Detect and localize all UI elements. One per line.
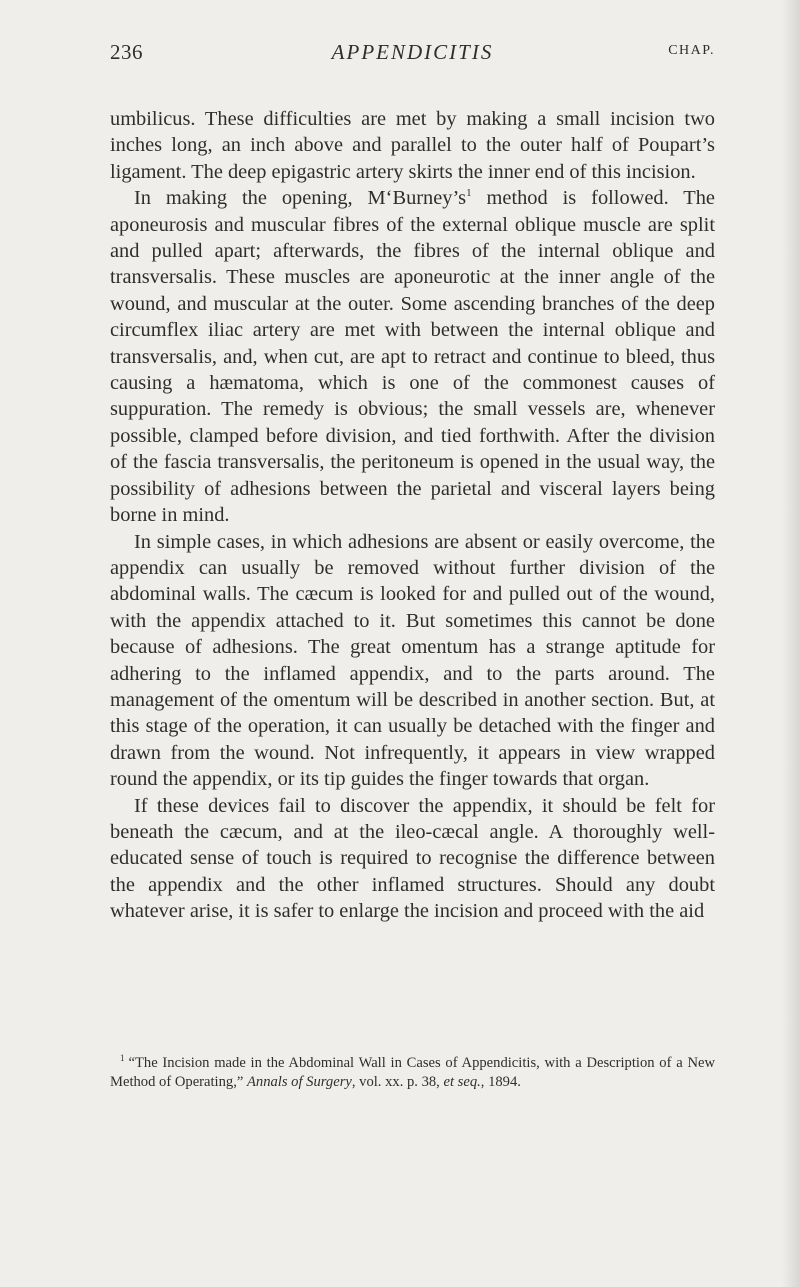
paragraph-3-text: In simple cases, in which adhesions are absent or easily overcome, the appendix can usually be removed without further division of the abdominal walls. The cæcum is looked for and pulled out of the wound, with the appendix attached to it. But sometimes this cannot be done because of adhesions. The great omentum has a strange aptitude for adhering to the inflamed appendix, and to the parts around. The management of the omentum will be described in another section. But, at this stage of the operation, it can usually be detached with the finger and drawn from the wound. Not infrequently, it appears in view wrapped round the appendix, or its tip guides the finger towards that organ. xyxy=(110,530,715,791)
running-head xyxy=(110,40,715,70)
footnote-reference[interactable]: 1 xyxy=(466,187,472,200)
paragraph-3 xyxy=(110,529,715,793)
paragraph-4-text: If these devices fail to discover the appendix, it should be felt for beneath the cæcum, and at the ileo-cæcal angle. A thoroughly well-educated sense of touch is required to recognise the difference between the appendix and the other inflamed structures. Should any doubt whatever arise, it is safer to enlarge the incision and proceed with the aid xyxy=(110,794,715,923)
paragraph-2-text-start: In making the opening, M‘Burney’s xyxy=(134,187,467,210)
footnote-volume: , vol. xx. p. 38, xyxy=(351,1073,440,1090)
footnote-year: , 1894. xyxy=(480,1073,521,1090)
running-title: APPENDICITIS xyxy=(331,40,494,64)
body-text xyxy=(110,106,715,925)
page-number: 236 xyxy=(110,40,143,64)
footnote xyxy=(110,1054,715,1091)
page-edge-shadow xyxy=(782,0,800,1287)
paragraph-1 xyxy=(110,106,715,185)
chapter-label: CHAP. xyxy=(668,43,715,58)
paragraph-2 xyxy=(110,185,715,528)
footnote-citation-title: “The Incision made in the Abdominal Wall in Cases of Appendicitis, with a Description of a New Method of Operating,” xyxy=(110,1055,715,1090)
footnote-mark: 1 xyxy=(120,1053,125,1063)
paragraph-4 xyxy=(110,793,715,925)
paragraph-2-text-rest: method is followed. The aponeurosis and muscular fibres of the external oblique muscle are split and pulled apart; afterwards, the fibres of the internal oblique and transversalis. These muscles are aponeurotic at the inner angle of the wound, and muscular at the outer. Some ascending branches of the deep circumflex iliac artery are met with between the internal oblique and transversalis, and, when cut, are apt to retract and continue to bleed, thus causing a hæmatoma, which is one of the commonest causes of suppuration. The remedy is obvious; the small vessels are, whenever possible, clamped before division, and tied forthwith. After the division of the fascia transversalis, the peritoneum is opened in the usual way, the possibility of adhesions between the parietal and visceral layers being borne in mind. xyxy=(110,187,715,527)
footnote-journal: Annals of Surgery xyxy=(247,1073,352,1090)
footnote-et-seq: et seq. xyxy=(443,1073,481,1090)
paragraph-1-text: umbilicus. These difficulties are met by making a small incision two inches long, an inch above and parallel to the outer half of Poupart’s ligament. The deep epigastric artery skirts the inner end of this incision. xyxy=(110,108,715,183)
